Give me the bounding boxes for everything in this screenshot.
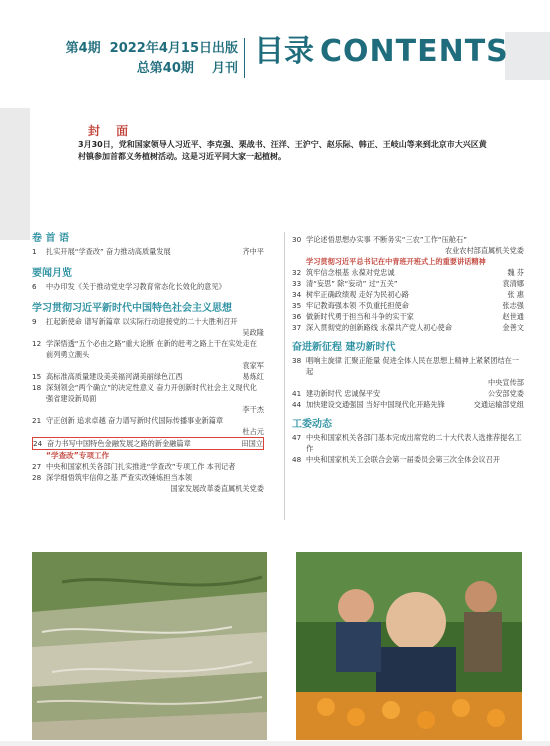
- toc-entry[interactable]: [32, 415, 264, 426]
- page-number: 12: [32, 339, 42, 348]
- toc-entry[interactable]: [292, 289, 524, 300]
- entry-title: 深学细悟筑牢信仰之基 严查实改锤炼担当本领: [46, 473, 193, 482]
- subsection-title: 学习贯彻习近平总书记在中青班开班式上的重要讲话精神: [306, 257, 486, 266]
- title-cn: 目录: [254, 34, 314, 69]
- entry-title: 守正创新 追求卓越 奋力谱写新时代国际传播事业新篇章: [46, 416, 224, 425]
- section-title-preface: 卷 首 语: [32, 233, 69, 244]
- entry-title: 高标准高质量建设美美福河湖美丽绿色江西: [46, 372, 183, 381]
- page-number: 34: [292, 290, 302, 299]
- entry-title: 筑牢信念根基 永葆对党忠诚: [306, 268, 395, 277]
- page-number: 44: [292, 400, 302, 409]
- entry-title: 树牢正确政绩观 走好为民初心路: [306, 290, 409, 299]
- issue-number: 第4期: [65, 41, 101, 56]
- toc-entry[interactable]: [292, 355, 524, 377]
- page-number: 32: [292, 268, 302, 277]
- page-number: 27: [32, 462, 42, 471]
- entry-author: 齐中平: [242, 247, 264, 256]
- toc-entry-highlighted[interactable]: [32, 437, 264, 450]
- footer-bar: [0, 741, 550, 746]
- toc-left-column: [32, 232, 264, 494]
- column-divider: [284, 232, 285, 520]
- page-number: 6: [32, 282, 37, 291]
- toc-entry[interactable]: [292, 432, 524, 454]
- title-en: CONTENTS: [320, 34, 509, 69]
- toc-entry[interactable]: [292, 399, 524, 410]
- entry-author: 交通运输部党组: [473, 400, 524, 409]
- entry-author: 李干杰: [242, 405, 264, 414]
- toc-entry[interactable]: [292, 454, 524, 465]
- entry-title: 中办印发《关于推动党史学习教育常态化长效化的意见》: [46, 282, 226, 291]
- page-number: 33: [292, 279, 302, 288]
- entry-author: 田国立: [241, 439, 263, 448]
- page-number: 36: [292, 312, 302, 321]
- entry-title: 学深悟透“五个必由之路”重大论断 在新的赶考之路上干在实处走在前列勇立潮头: [46, 339, 257, 359]
- orange-harvest-photo: [296, 552, 522, 740]
- toc-entry[interactable]: [32, 246, 264, 257]
- page-number: 18: [32, 383, 42, 392]
- page-number: 38: [292, 356, 302, 365]
- toc-entry[interactable]: [32, 382, 264, 404]
- toc-entry[interactable]: [292, 278, 524, 289]
- toc-entry[interactable]: [292, 234, 524, 245]
- entry-author: 金善文: [502, 323, 524, 332]
- entry-author: 魏 芬: [507, 268, 524, 277]
- entry-author: 袁清娜: [502, 279, 524, 288]
- side-decor-bar: [0, 108, 30, 240]
- entry-title: 建功新时代 忠诚保平安: [306, 389, 381, 398]
- entry-title: 奋力书写中国特色金融发展之路的新金融篇章: [47, 439, 191, 448]
- toc-entry[interactable]: [292, 311, 524, 322]
- page-number: 30: [292, 235, 302, 244]
- toc-right-column: [292, 234, 524, 465]
- toc-entry[interactable]: [32, 461, 264, 472]
- entry-author: 中央宣传部: [488, 378, 524, 387]
- entry-author: 公安部党委: [488, 389, 524, 398]
- entry-title: 深刻领会“两个确立”的决定性意义 奋力开创新时代社会主义现代化强省建设新局面: [46, 383, 257, 403]
- page-number: 41: [292, 389, 302, 398]
- toc-entry[interactable]: [292, 388, 524, 399]
- entry-title: 牢记教诲强本领 不负重托担使命: [306, 301, 409, 310]
- toc-entry[interactable]: [32, 472, 264, 483]
- entry-title: 深入贯彻党的创新路线 永葆共产党人初心使命: [306, 323, 453, 332]
- entry-author: 赵世通: [502, 312, 524, 321]
- terraced-fields-photo: [32, 552, 267, 740]
- entry-author: 吴政隆: [242, 328, 264, 337]
- page-number: 28: [32, 473, 42, 482]
- toc-entry[interactable]: [292, 300, 524, 311]
- toc-entry[interactable]: [292, 267, 524, 278]
- header-divider: [244, 38, 245, 78]
- entry-title: 中央和国家机关工会联合会第一届委员会第三次全体会议召开: [306, 455, 501, 464]
- entry-author: 易炼红: [242, 372, 264, 381]
- section-title-newera: 奋进新征程 建功新时代: [292, 342, 396, 353]
- toc-entry[interactable]: [32, 371, 264, 382]
- section-title-committee: 工委动态: [292, 419, 332, 430]
- entry-title: 扎实开展“学查改” 奋力推动高质量发展: [46, 247, 171, 256]
- entry-title: 学论述悟思想办实事 不断务实“三农”工作“压舱石”: [306, 235, 467, 244]
- entry-author: 国家发展改革委直属机关党委: [170, 484, 264, 493]
- page-number: 21: [32, 416, 42, 425]
- entry-title: 做新时代勇于担当和斗争的实干家: [306, 312, 414, 321]
- page-number: 48: [292, 455, 302, 464]
- entry-author: 农业农村部直属机关党委: [444, 246, 524, 255]
- toc-entry[interactable]: [32, 338, 264, 360]
- entry-title: 中央和国家机关各部门扎实推进“学查改”专项工作 本刊记者: [46, 462, 236, 471]
- entry-title: 扛起新使命 谱写新篇章 以实际行动迎接党的二十大胜利召开: [46, 317, 238, 326]
- toc-entry[interactable]: [292, 322, 524, 333]
- cover-description: 3月30日，党和国家领导人习近平、李克强、栗战书、汪洋、王沪宁、赵乐际、韩正、王岐山等来到北京市大兴区黄村镇参加首都义务植树活动。这是习近平同大家一起植树。: [78, 140, 487, 161]
- entry-title: 唱响主旋律 汇聚正能量 促进全体人民在思想上精神上紧紧团结在一起: [306, 356, 520, 376]
- total-issue: 总第40期: [136, 61, 194, 76]
- cover-label: 封 面: [88, 124, 135, 138]
- entry-author: 张 惠: [507, 290, 524, 299]
- page-number: 1: [32, 247, 37, 256]
- header-decor-bar: [505, 32, 550, 80]
- page-number: 9: [32, 317, 37, 326]
- entry-title: 中央和国家机关各部门基本完成出席党的二十大代表人选推荐提名工作: [306, 433, 522, 453]
- publish-date: 2022年4月15日出版: [109, 41, 238, 56]
- entry-title: 加快建设交通强国 当好中国现代化开路先锋: [306, 400, 445, 409]
- toc-entry[interactable]: [32, 316, 264, 327]
- section-title-study: 学习贯彻习近平新时代中国特色社会主义思想: [32, 303, 232, 314]
- section-title-news: 要闻月览: [32, 268, 72, 279]
- entry-author: 袁家军: [242, 361, 264, 370]
- page-number: 47: [292, 433, 302, 442]
- page-number: 15: [32, 372, 42, 381]
- entry-author: 张志强: [502, 301, 524, 310]
- subsection-title: “学查改”专项工作: [46, 451, 110, 460]
- page-number: 35: [292, 301, 302, 310]
- entry-title: 清“妄思” 除“妄动” 过“五关”: [306, 279, 398, 288]
- frequency: 月刊: [211, 61, 238, 76]
- toc-entry[interactable]: [32, 281, 264, 292]
- page-number: 24: [33, 439, 43, 448]
- entry-author: 杜占元: [242, 427, 264, 436]
- page-number: 37: [292, 323, 302, 332]
- issue-info: [66, 39, 238, 79]
